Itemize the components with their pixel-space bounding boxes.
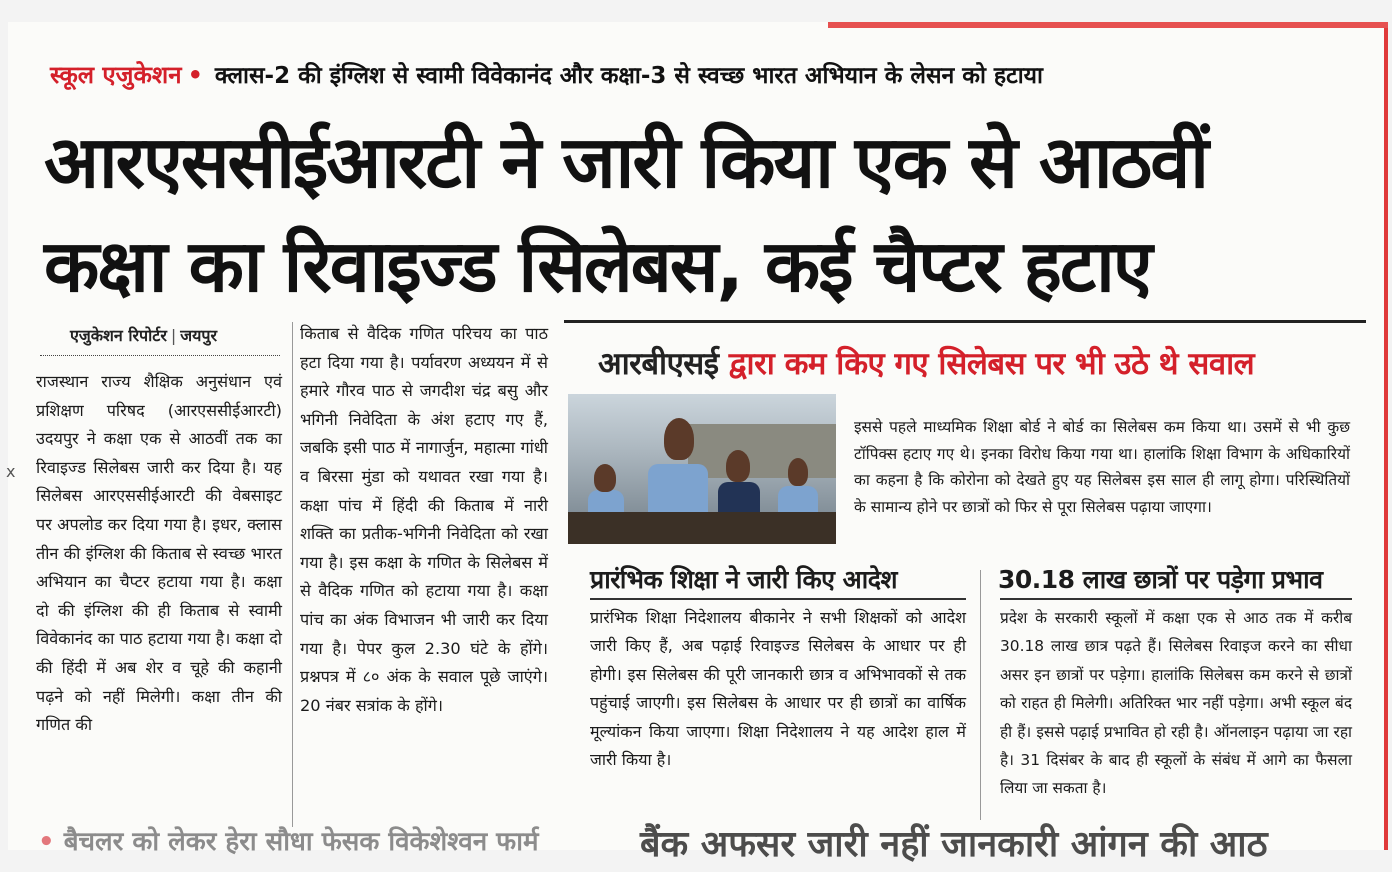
- cutoff-left-text: बैचलर को लेकर हेरा सौधा फेसक विकेशेश्वन फार्म: [63, 827, 539, 857]
- classroom-photo: [568, 394, 836, 544]
- kicker-line: [50, 58, 1043, 91]
- byline-rule: [40, 355, 280, 356]
- reporter-name: एजुकेशन रिपोर्टर: [70, 326, 167, 345]
- cutoff-headline-left: [38, 822, 539, 858]
- rbse-box-headline: [598, 342, 1254, 384]
- section-label: स्कूल एजुकेशन: [50, 61, 182, 89]
- rbse-headline-pre: आरबीएसई: [598, 346, 719, 382]
- bullet-dot: •: [187, 61, 203, 89]
- impact-title-rule: [1000, 598, 1352, 600]
- rbse-box-text: इससे पहले माध्यमिक शिक्षा बोर्ड ने बोर्ड का सिलेबस कम किया था। उसमें से भी कुछ टॉपिक्स हटाए गए थे। इनका विरोध किया गया था। हालांकि शिक्षा विभाग के अधिकारियों का कहना है कि कोरोना को देखते हुए यह सिलेबस इस साल ही लागू होगा। परिस्थितियों के सामान्य होने पर छात्रों को फिर से पूरा सिलेबस पढ़ाया जाएगा।: [854, 418, 1350, 516]
- headline-line-2: कक्षा का रिवाइज्ड सिलेबस, कई चैप्टर हटाए: [44, 224, 1151, 308]
- red-top-bar: [828, 22, 1388, 28]
- box-top-rule: [564, 320, 1366, 323]
- impact-story-title: 30.18 लाख छात्रों पर पड़ेगा प्रभाव: [998, 565, 1323, 594]
- byline: [70, 324, 217, 346]
- cutoff-headline-right: बैंक अफसर जारी नहीं जानकारी आंगन की आठ: [640, 824, 1268, 865]
- impact-story-text: प्रदेश के सरकारी स्कूलों में कक्षा एक से आठ तक में करीब 30.18 लाख छात्र पढ़ते हैं। सिलेबस रिवाइज करने का सीधा असर इन छात्रों पर पड़ेगा। हालांकि सिलेबस कम करने से छात्रों को राहत ही मिलेगी। अतिरिक्त भार नहीं पड़ेगा। अभी स्कूल बंद ही हैं। इससे पढ़ाई प्रभावित हो रही है। ऑनलाइन पढ़ाया जा रहा है। 31 दिसंबर के बाद ही स्कूलों के संबंध में आगे का फैसला लिया जा सकता है।: [1000, 609, 1352, 798]
- main-headline: [44, 110, 1374, 318]
- byline-city: जयपुर: [180, 326, 218, 345]
- main-story-column-1: राजस्थान राज्य शैक्षिक अनुसंधान एवं प्रशिक्षण परिषद (आरएससीईआरटी) उदयपुर ने कक्षा एक से आठवीं तक का रिवाइज्ड सिलेबस जारी कर दिया है। यह सिलेबस आरएससीईआरटी की वेबसाइट पर अपलोड कर दिया गया है। इधर, क्लास तीन की इंग्लिश की किताब से स्वच्छ भारत अभियान का चैप्टर हटाया गया है। कक्षा दो की इंग्लिश की ही किताब से स्वामी विवेकानंद का पाठ हटाया गया है। कक्षा दो की हिंदी में अब शेर व चूहे की कहानी पढ़ने को नहीं मिलेगी। कक्षा तीन की गणित की: [36, 372, 282, 735]
- elementary-story-title: प्रारंभिक शिक्षा ने जारी किए आदेश: [590, 565, 897, 594]
- newspaper-clipping: [6, 22, 1388, 865]
- main-story-column-2: किताब से वैदिक गणित परिचय का पाठ हटा दिया गया है। पर्यावरण अध्ययन में से हमारे गौरव पाठ से जगदीश चंद्र बसु और भगिनी निवेदिता के अंश हटाए गए हैं, जबकि इसी पाठ में नागार्जुन, महात्मा गांधी व बिरसा मुंडा को यथावत रखा गया है। कक्षा पांच में हिंदी की किताब में नारी शक्ति का प्रतीक-भगिनी निवेदिता को रखा गया है। इस कक्षा के गणित के सिलेबस में से वैदिक गणित को हटाया गया है। कक्षा पांच का अंक विभाजन भी जारी कर दिया गया है। पेपर कुल 2.30 घंटे के होंगे। प्रश्नपत्र में ८० अंक के सवाल पूछे जाएंगे। 20 नंबर सत्रांक के होंगे।: [300, 324, 548, 715]
- kicker-text: क्लास-2 की इंग्लिश से स्वामी विवेकानंद और कक्षा-3 से स्वच्छ भारत अभियान के लेसन को हटाया: [214, 63, 1043, 89]
- byline-separator: |: [170, 326, 177, 345]
- story-divider: [980, 570, 981, 820]
- headline-line-1: आरएससीईआरटी ने जारी किया एक से आठवीं: [44, 120, 1207, 204]
- elementary-story-text: प्रारंभिक शिक्षा निदेशालय बीकानेर ने सभी शिक्षकों को आदेश जारी किए हैं, अब पढ़ाई रिवाइज्ड सिलेबस के आधार पर ही होगी। इस सिलेबस की पूरी जानकारी छात्र व अभिभावकों से तक पहुंचाई जाएगी। इस सिलेबस के आधार पर ही छात्रों का वार्षिक मूल्यांकन किया जाएगा। शिक्षा निदेशालय ने यह आदेश हाल में जारी किया है।: [590, 608, 966, 770]
- margin-mark: x: [6, 462, 16, 481]
- column-divider: [292, 322, 293, 827]
- cutoff-bullet: •: [38, 827, 55, 857]
- rbse-headline-rest: द्वारा कम किए गए सिलेबस पर भी उठे थे सवाल: [728, 346, 1255, 382]
- elementary-title-rule: [590, 598, 966, 600]
